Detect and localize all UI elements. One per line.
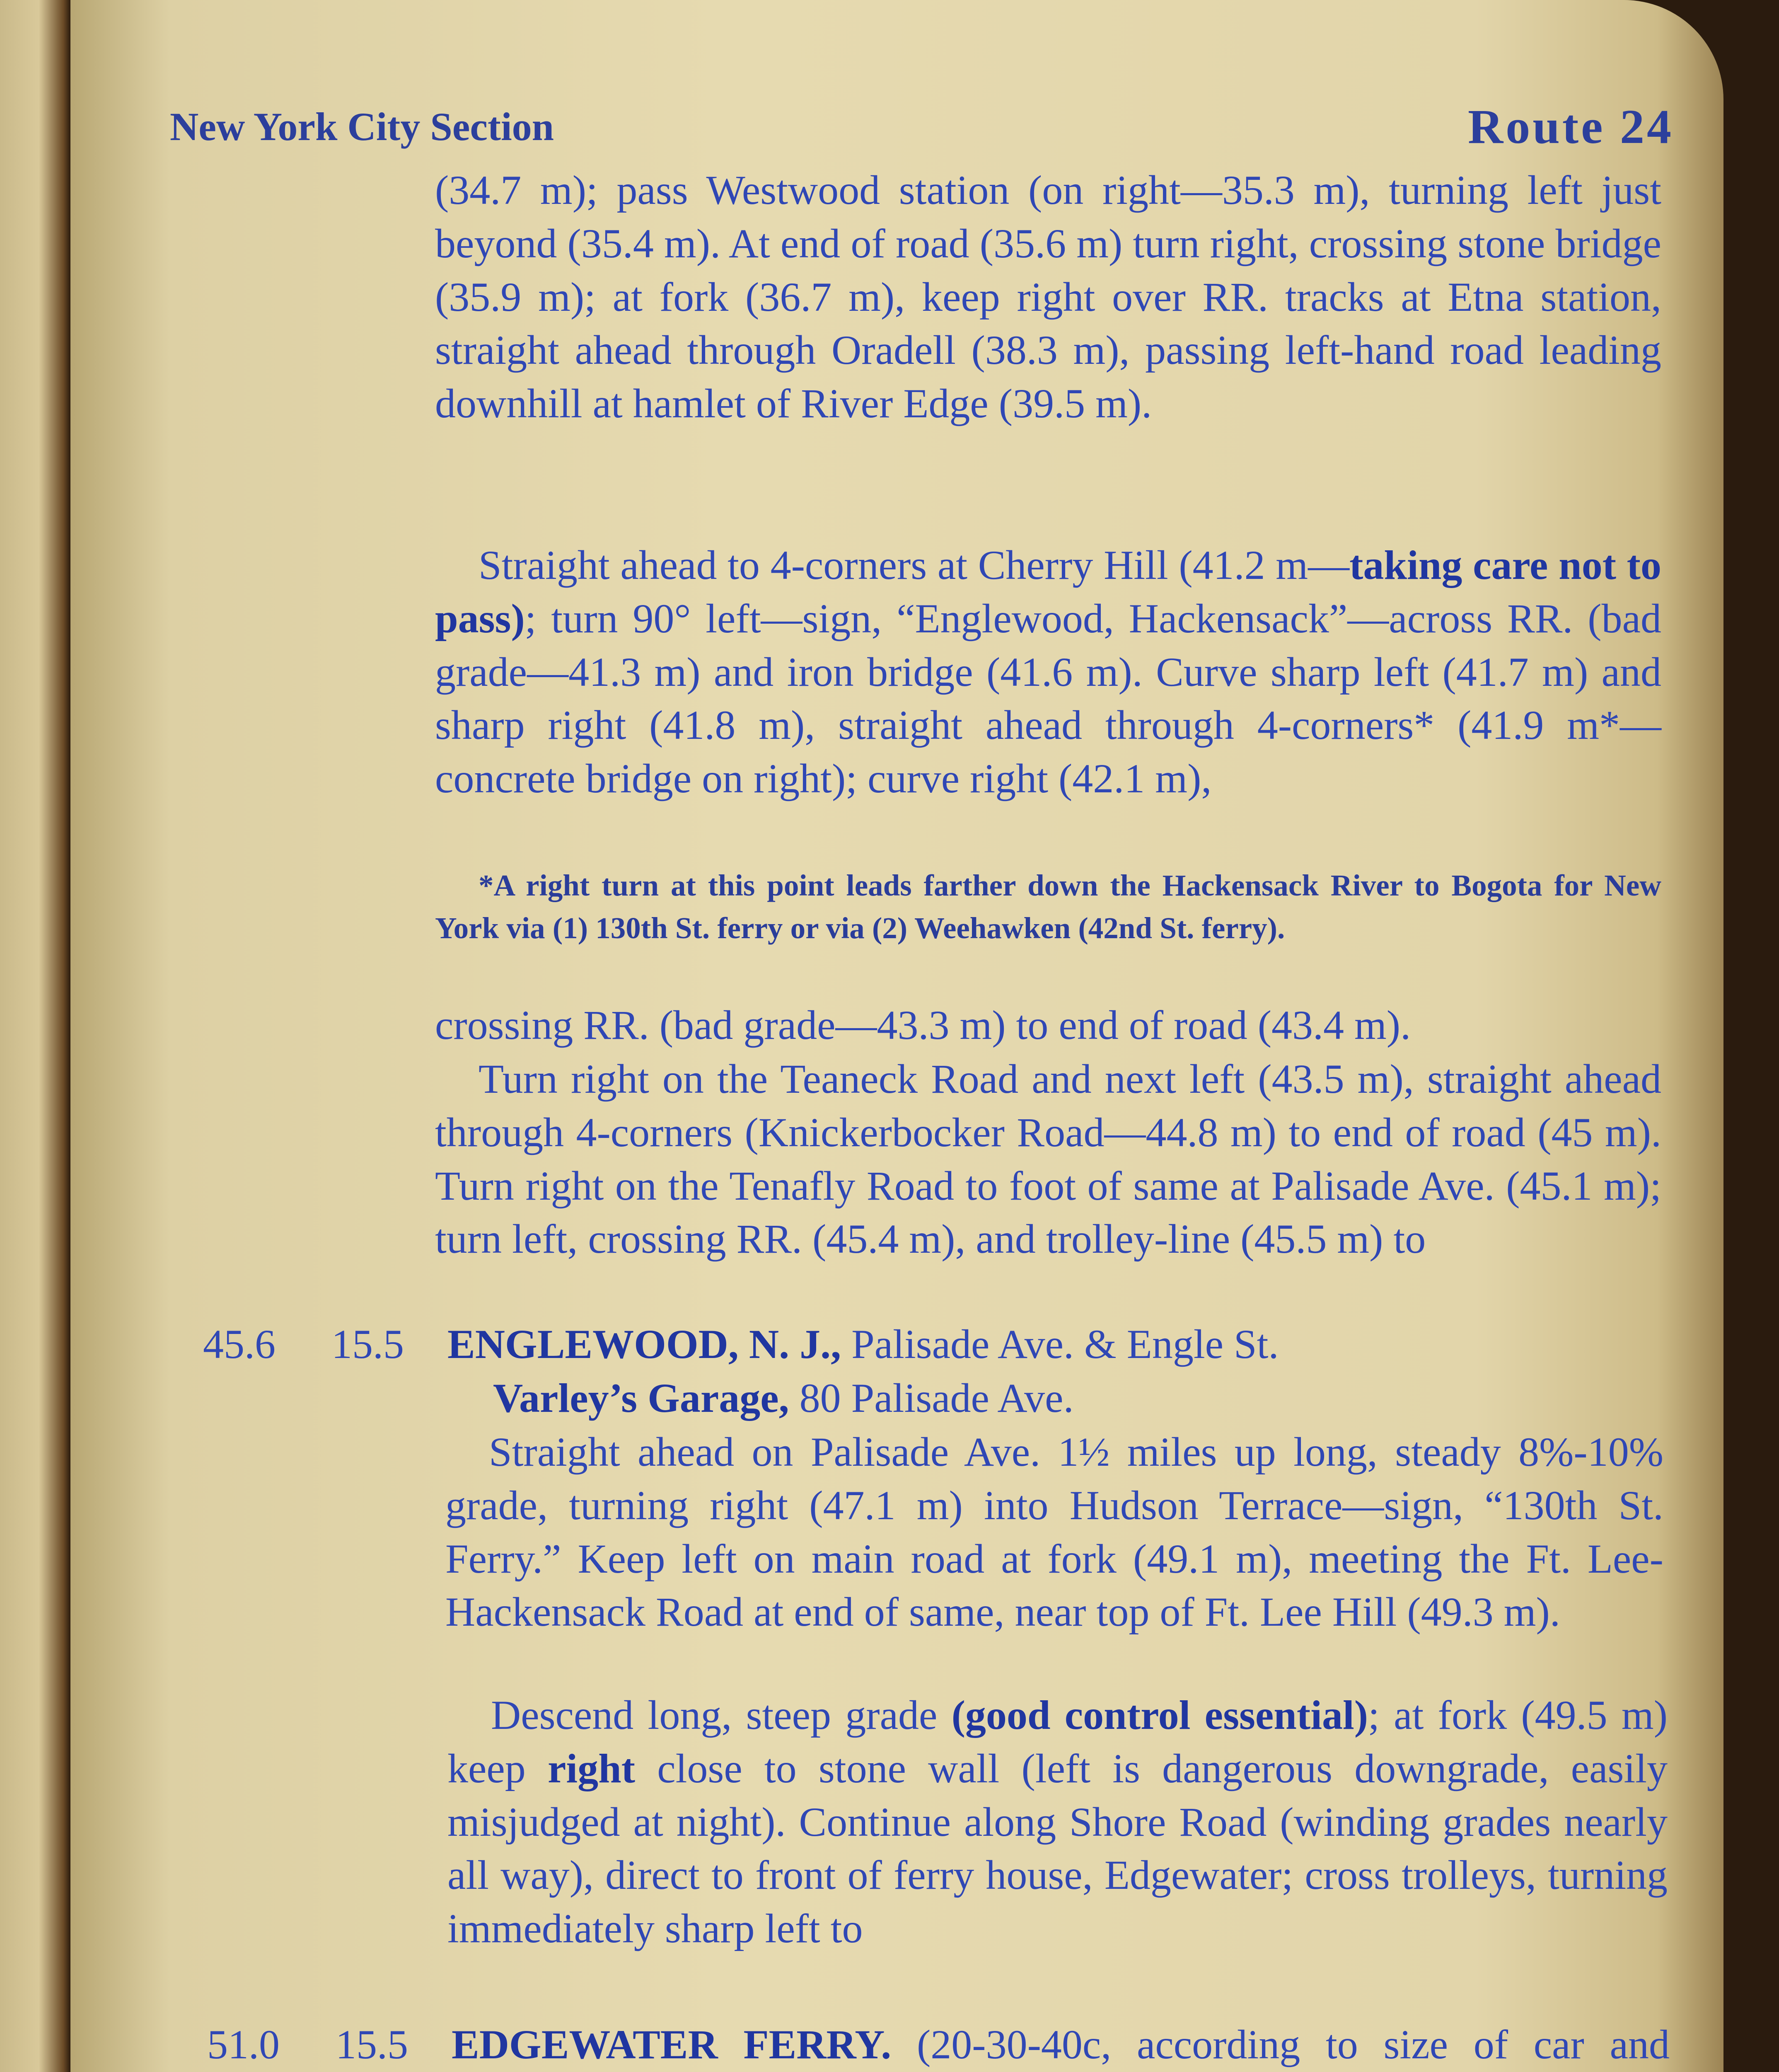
edgewater-entry	[452, 2018, 1670, 2072]
garage-address: 80 Palisade Ave.	[789, 1375, 1074, 1421]
paragraph-6-text-a: Descend long, steep grade	[491, 1692, 952, 1738]
paragraph-6-text-b: ; at fork (49.5 m) keep	[447, 1692, 1668, 1791]
paragraph-5: Straight ahead on Palisade Ave. 1½ miles up long, steady 8%-10% grade, turning right (47.1 m) into Hudson Terrace—sign, “130th St. Ferry.” Keep left on main road at fork (49.1 m), meeting the Ft. Lee-Hackensack Road at end of same, near top of Ft. Lee Hill (49.3 m).	[445, 1429, 1663, 1635]
milestone-text	[447, 1318, 1279, 1371]
book-page	[70, 0, 1723, 2072]
facing-page-edge	[0, 0, 70, 2072]
footnote: *A right turn at this point leads farther down the Hackensack River to Bogota for New York via (1) 130th St. ferry or via (2) Weehawken (42nd St. ferry).	[435, 869, 1661, 945]
route-number: Route 24	[1467, 99, 1674, 154]
place-details: (20-30-40c, according to size of car and	[916, 2021, 1670, 2067]
cumulative-miles: 45.6	[203, 1321, 276, 1367]
paragraph-6-emphasis-2: right	[547, 1745, 636, 1791]
place-address: Palisade Ave. & Engle St.	[841, 1321, 1279, 1367]
paragraph-2-text-b: ; turn 90° left—sign, “Englewood, Hackensack”—across RR. (bad grade—41.3 m) and iron bridge (41.6 m). Curve sharp left (41.7 m) and sharp right (41.8 m), straight ahead through 4-corners* (41.9 m*—concrete bridge on right); curve right (42.1 m),	[435, 595, 1661, 802]
paragraph-6-text-c: close to stone wall (left is dangerous downgrade, easily misjudged at night). Continue along Shore Road (winding grades nearly all way), direct to front of ferry house, Edgewater; cross trolleys, turning immediately sharp left to	[447, 1745, 1668, 1952]
cumulative-miles: 51.0	[207, 2021, 280, 2067]
paragraph-4: Turn right on the Teaneck Road and next left (43.5 m), straight ahead through 4-corners (Knickerbocker Road—44.8 m) to end of road (45 m). Turn right on the Tenafly Road to foot of same at Palisade Ave. (45.1 m); turn left, crossing RR. (45.4 m), and trolley-line (45.5 m) to	[435, 1056, 1661, 1262]
section-title: New York City Section	[170, 104, 554, 149]
garage-line	[493, 1372, 1653, 1425]
paragraph-3: crossing RR. (bad grade—43.3 m) to end of road (43.4 m).	[435, 1002, 1411, 1048]
paragraph-2-text-a: Straight ahead to 4-corners at Cherry Hill (41.2 m—	[479, 542, 1350, 588]
place-name: ENGLEWOOD, N. J.,	[447, 1321, 841, 1367]
paragraph-1: (34.7 m); pass Westwood station (on right—35.3 m), turning left just beyond (35.4 m). At end of road (35.6 m) turn right, crossing stone bridge (35.9 m); at fork (36.7 m), keep right over RR. tracks at Etna station, straight ahead through Oradell (38.3 m), passing left-hand road leading downhill at hamlet of River Edge (39.5 m).	[435, 167, 1661, 427]
paragraph-2-emphasis: taking care not to pass)	[435, 542, 1661, 641]
segment-miles: 15.5	[336, 2021, 408, 2067]
running-head	[170, 99, 1674, 157]
paragraph-2	[435, 539, 1661, 806]
paragraph-6-emphasis-1: (good control essential)	[951, 1692, 1368, 1738]
place-name: EDGEWATER FERRY.	[452, 2021, 892, 2067]
segment-miles: 15.5	[331, 1321, 404, 1367]
paragraph-6	[447, 1689, 1668, 1956]
garage-name: Varley’s Garage,	[493, 1375, 789, 1421]
